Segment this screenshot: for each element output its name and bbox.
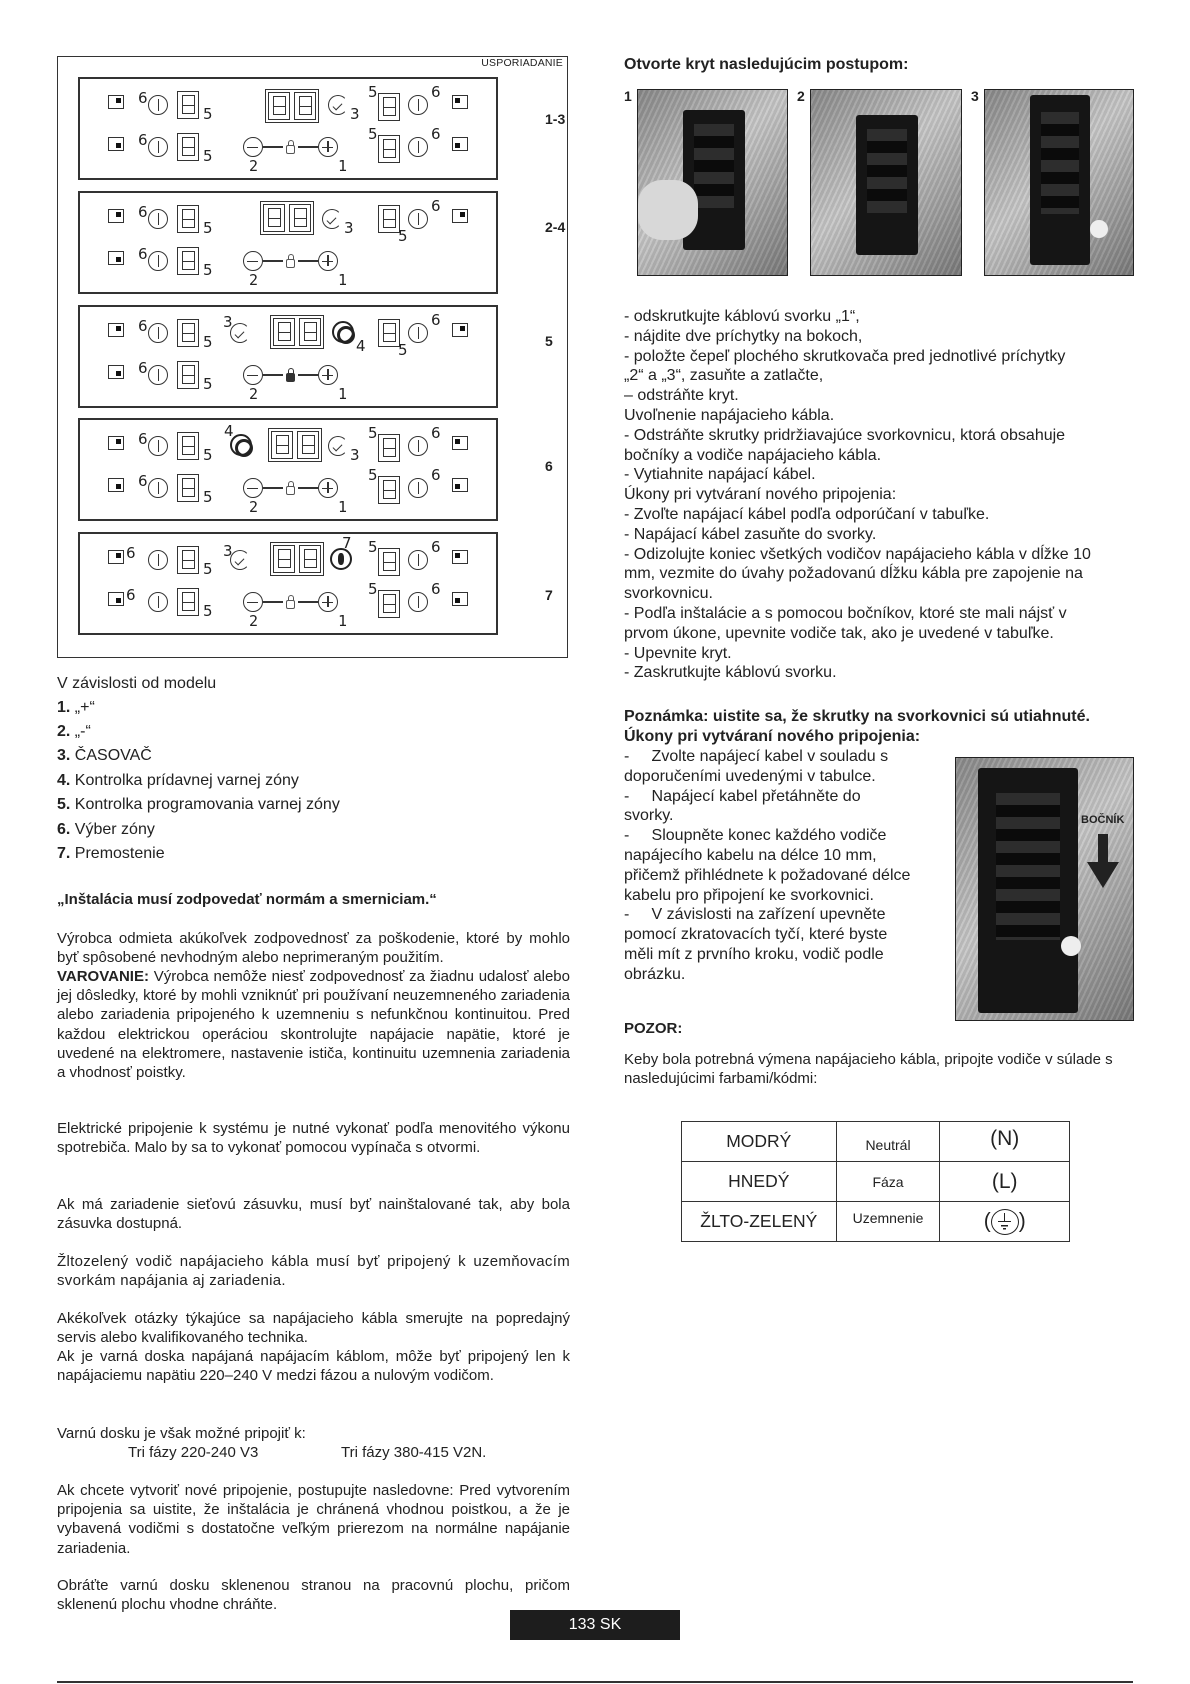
lock-icon <box>286 259 295 268</box>
installation-heading: „Inštalácia musí zodpovedať normám a smerniciam.“ <box>57 891 437 908</box>
timer-display <box>268 428 322 462</box>
timer-icon <box>328 95 348 115</box>
note-line-1: Poznámka: uistite sa, že skrutky na svorkovnici sú utiahnuté. <box>624 708 1090 725</box>
shunt-photo <box>955 757 1134 1021</box>
step-line: - Zvoľte napájací kábel podľa odporúčaní v tabuľke. <box>624 506 990 523</box>
timer-display <box>260 201 314 235</box>
service-paragraph: Akékoľvek otázky týkajúce sa napájacieho kábla smerujte na popredajný servis alebo kvalifikovaného technika. <box>57 1310 570 1347</box>
step-line: - Podľa inštalácie a s pomocou bočníkov, ktoré ste mali nájsť v <box>624 605 1067 622</box>
photo-label: 3 <box>971 88 979 104</box>
table-row <box>682 1202 1070 1242</box>
zone-select-icon <box>452 323 468 337</box>
connection-paragraph: Elektrické pripojenie k systému je nutné vykonať podľa menovitého výkonu spotrebiča. Malo by sa to vykonať pomocou vypínača s otvormi. <box>57 1120 570 1157</box>
timer-display <box>270 315 324 349</box>
cz-line: doporučeními uvedenými v tabulce. <box>624 767 876 785</box>
power-icon <box>408 137 428 157</box>
diagram-header: USPORIADANIE <box>481 57 563 69</box>
power-icon <box>148 592 168 612</box>
step-line: bočníky a vodiče napájacieho kábla. <box>624 446 882 464</box>
digit-display <box>177 133 199 161</box>
plus-icon <box>318 478 338 498</box>
ground-wire-paragraph: Žltozelený vodič napájacieho kábla musí byť pripojený k uzemňovacím svorkám napájania aj zariadenia. <box>57 1253 570 1290</box>
digit-display <box>378 93 400 121</box>
step-1-photo <box>637 89 788 276</box>
panel-1-3: 6 5 3 5 6 6 5 2 1 5 6 <box>78 77 498 180</box>
digit-display <box>378 205 400 233</box>
zone-select-icon <box>108 365 124 379</box>
power-icon <box>148 365 168 385</box>
wire-color: HNEDÝ <box>682 1162 837 1202</box>
minus-icon <box>243 251 263 271</box>
wire-color: MODRÝ <box>682 1122 837 1162</box>
zone-select-icon <box>452 95 468 109</box>
wire-function: Uzemnenie <box>836 1202 940 1242</box>
photo-label: 2 <box>797 88 805 104</box>
step-line: - Upevnite kryt. <box>624 644 732 662</box>
ground-code: ( ) <box>940 1202 1070 1242</box>
zone-select-icon <box>108 478 124 492</box>
minus-icon <box>243 592 263 612</box>
phase-options-intro: Varnú dosku je však možné pripojiť k: <box>57 1425 306 1442</box>
power-icon <box>148 209 168 229</box>
power-icon <box>148 251 168 271</box>
open-cover-heading: Otvorte kryt nasledujúcim postupom: <box>624 56 909 73</box>
legend-item: 1. „+“ <box>57 699 95 716</box>
legend-item: 3. ČASOVAČ <box>57 747 152 764</box>
zone-select-icon <box>108 95 124 109</box>
wire-function: Fáza <box>836 1162 940 1202</box>
digit-display <box>378 434 400 462</box>
digit-display <box>177 205 199 233</box>
power-icon <box>408 323 428 343</box>
cz-line: - Napájecí kabel přetáhněte do <box>624 787 861 805</box>
cz-line: - Zvolte napájecí kabel v souladu s <box>624 748 889 765</box>
lock-icon <box>286 145 295 154</box>
minus-icon <box>243 478 263 498</box>
legend-item: 4. Kontrolka prídavnej varnej zóny <box>57 772 299 789</box>
cz-line: měli mít z prvního kroku, vodič podle <box>624 946 884 963</box>
step-line: - Zaskrutkujte káblovú svorku. <box>624 664 837 682</box>
arrow-head <box>1087 862 1119 888</box>
wire-color: ŽLTO-ZELENÝ <box>682 1202 837 1242</box>
minus-icon <box>243 137 263 157</box>
legend-item: 6. Výber zóny <box>57 821 155 838</box>
voltage-paragraph: Ak je varná doska napájaná napájacím káblom, môže byť pripojený len k napájaciemu napätiu 220–240 V medzi fázou a nulovým vodičom. <box>57 1348 570 1385</box>
digit-display <box>378 319 400 347</box>
step-3-photo <box>984 89 1134 276</box>
pozor-text: Keby bola potrebná výmena napájacieho kábla, pripojte vodiče v súlade s nasledujúcimi farbami/kódmi: <box>624 1051 1113 1088</box>
wire-code: (N) <box>940 1122 1070 1162</box>
step-line: „2“ a „3“, zasuňte a zatlačte, <box>624 367 824 385</box>
bottom-divider <box>57 1681 1133 1683</box>
panel-code: 1-3 <box>545 111 566 127</box>
panel-code: 5 <box>545 333 553 349</box>
cz-line: obrázku. <box>624 965 686 983</box>
step-line: – odstráňte kryt. <box>624 387 739 405</box>
cz-line: svorky. <box>624 807 674 825</box>
digit-display <box>177 432 199 460</box>
zone-select-icon <box>108 550 124 564</box>
cz-line: napájecího kabelu na délce 10 mm, <box>624 847 877 864</box>
glass-side-paragraph: Obráťte varnú dosku sklenenou stranou na pracovnú plochu, pričom sklenenú plochu vhodne chráňte. <box>57 1577 570 1614</box>
cz-line: pomocí zkratovacích tyčí, které byste <box>624 926 888 944</box>
power-icon <box>148 323 168 343</box>
timer-icon <box>230 550 250 570</box>
step-line: - Vytiahnite napájací kábel. <box>624 466 816 484</box>
wire-code: (L) <box>940 1162 1070 1202</box>
power-icon <box>408 550 428 570</box>
photo-label: 1 <box>624 88 632 104</box>
legend-item: 7. Premostenie <box>57 845 165 862</box>
new-connection-paragraph: Ak chcete vytvoriť nové pripojenie, postupujte nasledovne: Pred vytvorením pripojenia sa uistite, že inštalácia je chránená vhodnou poistkou, a že je vybavená vodičmi s dostatočne veľkým prierezom na normálne napájanie zariadenia. <box>57 1482 570 1557</box>
zone-select-icon <box>452 209 468 223</box>
power-icon <box>408 209 428 229</box>
cz-line: - V závislosti na zařízení upevněte <box>624 906 886 924</box>
step-line: prvom úkone, upevnite vodiče tak, ako je uvedené v tabuľke. <box>624 624 1054 642</box>
legend-item: 2. „-“ <box>57 723 91 740</box>
power-icon <box>408 436 428 456</box>
zone-select-icon <box>452 436 468 450</box>
ground-icon <box>991 1209 1019 1235</box>
panel-code: 6 <box>545 458 553 474</box>
timer-icon <box>230 323 250 343</box>
arrow-down-icon <box>1098 834 1108 864</box>
digit-display <box>177 588 199 616</box>
step-line: - Odizolujte koniec všetkých vodičov napájacieho kábla v dĺžke 10 <box>624 545 1091 563</box>
zone-select-icon <box>108 436 124 450</box>
step-2-photo <box>810 89 962 276</box>
step-line: svorkovnicu. <box>624 585 713 603</box>
table-row <box>682 1122 1070 1162</box>
power-icon <box>408 95 428 115</box>
step-line: - odskrutkujte káblovú svorku „1“, <box>624 308 860 325</box>
additional-zone-icon <box>332 321 354 343</box>
digit-display <box>177 361 199 389</box>
timer-icon <box>322 209 342 229</box>
digit-display <box>177 546 199 574</box>
page-number: 133 SK <box>510 1610 680 1640</box>
timer-icon <box>328 436 348 456</box>
table-row <box>682 1162 1070 1202</box>
plus-icon <box>318 592 338 612</box>
cz-line: kabelu pro připojení ke svorkovnici. <box>624 886 874 904</box>
power-icon <box>148 95 168 115</box>
control-panel-diagram <box>57 56 568 658</box>
step-line: mm, vezmite do úvahy požadovanú dĺžku kábla pre zapojenie na <box>624 565 1083 583</box>
step-line: Úkony pri vytváraní nového pripojenia: <box>624 486 897 504</box>
power-icon <box>148 478 168 498</box>
zone-select-icon <box>452 550 468 564</box>
power-icon <box>408 592 428 612</box>
minus-icon <box>243 365 263 385</box>
lock-icon <box>286 373 295 382</box>
step-line: - Odstráňte skrutky pridržiavajúce svorkovnicu, ktorá obsahuje <box>624 426 1066 444</box>
cz-line: - Sloupněte konec každého vodiče <box>624 827 887 845</box>
digit-display <box>378 590 400 618</box>
digit-display <box>378 135 400 163</box>
note-line-2: Úkony pri vytváraní nového pripojenia: <box>624 728 921 745</box>
power-icon <box>408 478 428 498</box>
step-line: - nájdite dve príchytky na bokoch, <box>624 327 863 345</box>
zone-select-icon <box>452 478 468 492</box>
plus-icon <box>318 251 338 271</box>
cz-line: přičemž přihlédnete k požadované délce <box>624 866 911 884</box>
zone-select-icon <box>108 251 124 265</box>
digit-display <box>177 319 199 347</box>
plus-icon <box>318 365 338 385</box>
lock-icon <box>286 486 295 495</box>
zone-select-icon <box>108 209 124 223</box>
legend-intro: V závislosti od modelu <box>57 675 217 692</box>
timer-display <box>270 542 324 576</box>
panel-2-4: 6 5 3 5 6 6 5 2 1 <box>78 191 498 294</box>
phase-option-1: Tri fázy 220-240 V3 <box>128 1444 259 1461</box>
panel-6: 6 5 4 3 5 6 6 5 2 1 5 6 <box>78 418 498 521</box>
pozor-label: POZOR: <box>624 1020 683 1037</box>
step-line: - položte čepeľ plochého skrutkovača pred jednotlivé príchytky <box>624 347 1066 365</box>
zone-select-icon <box>108 592 124 606</box>
panel-code: 2-4 <box>545 219 566 235</box>
liability-paragraph: Výrobca odmieta akúkoľvek zodpovednosť za poškodenie, ktoré by mohlo byť spôsobené nevhodným alebo neprimeraným použitím. <box>57 930 570 967</box>
lock-icon <box>286 600 295 609</box>
panel-7: 6 5 3 7 5 6 6 5 2 1 5 6 <box>78 532 498 635</box>
digit-display <box>177 247 199 275</box>
wire-function: Neutrál <box>836 1122 940 1162</box>
digit-display <box>378 548 400 576</box>
digit-display <box>177 474 199 502</box>
shunt-label: BOČNÍK <box>1081 814 1125 826</box>
additional-zone-icon <box>230 434 252 456</box>
panel-5: 6 5 3 4 5 6 6 5 2 1 <box>78 305 498 408</box>
zone-select-icon <box>108 137 124 151</box>
warning-paragraph: VAROVANIE: Výrobca nemôže niesť zodpovednosť za žiadnu udalosť alebo jej dôsledky, ktoré by mohli vzniknúť pri používaní neuzemneného zariadenia alebo zariadenia pripojeného k uzemneniu s nefunkčnou kontinuitou. Pred každou elektrickou operáciou skontrolujte napájacie napätie, ktoré je uvedené na elektromere, nastavenie ističa, kontinuitu uzemnenia zariadenia a vhodnosť poistky. <box>57 968 570 1082</box>
timer-display <box>265 89 319 123</box>
socket-paragraph: Ak má zariadenie sieťovú zásuvku, musí byť nainštalované tak, aby bola zásuvka dostupná. <box>57 1196 570 1233</box>
step-line: - Napájací kábel zasuňte do svorky. <box>624 525 877 543</box>
zone-select-icon <box>452 137 468 151</box>
power-icon <box>148 137 168 157</box>
digit-display <box>378 476 400 504</box>
panel-code: 7 <box>545 587 553 603</box>
step-line: Uvoľnenie napájacieho kábla. <box>624 407 835 424</box>
power-icon <box>148 550 168 570</box>
zone-select-icon <box>452 592 468 606</box>
zone-select-icon <box>108 323 124 337</box>
legend-item: 5. Kontrolka programovania varnej zóny <box>57 796 340 813</box>
digit-display <box>177 91 199 119</box>
phase-option-2: Tri fázy 380-415 V2N. <box>341 1444 487 1461</box>
wire-color-table <box>681 1121 1070 1242</box>
power-icon <box>148 436 168 456</box>
plus-icon <box>318 137 338 157</box>
